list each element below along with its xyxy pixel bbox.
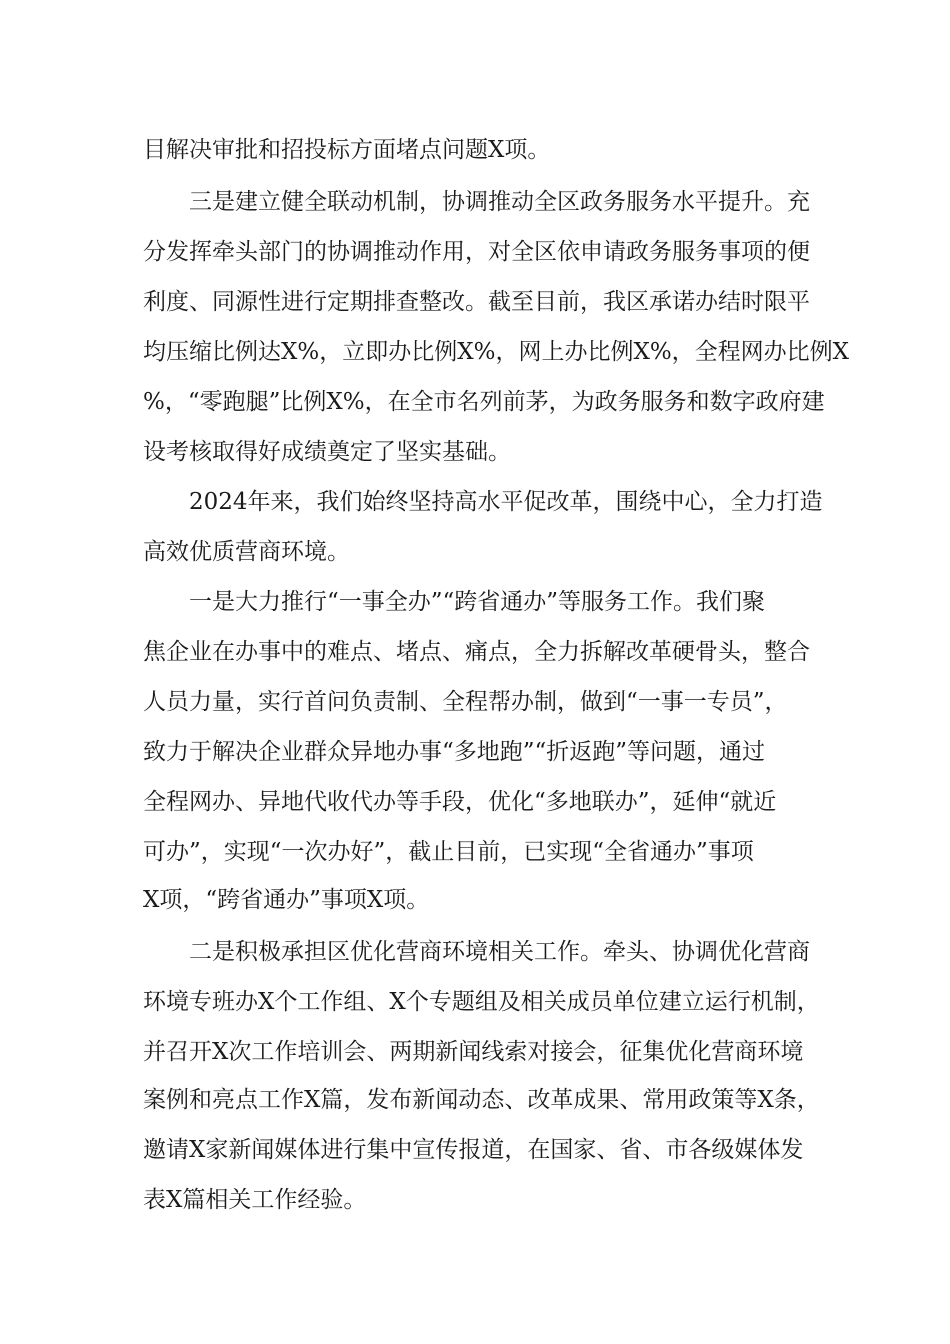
text-line: 并召开X次工作培训会、两期新闻线索对接会，征集优化营商环境 xyxy=(143,1039,804,1065)
text-line: 可办”，实现“一次办好”，截止目前，已实现“全省通办”事项 xyxy=(143,839,754,865)
text-line: 环境专班办X个工作组、X个专题组及相关成员单位建立运行机制， xyxy=(143,989,820,1015)
text-line: X项，“跨省通办”事项X项。 xyxy=(143,887,430,913)
text-line: 2024年来，我们始终坚持高水平促改革，围绕中心，全力打造 xyxy=(189,489,823,515)
text-line: 三是建立健全联动机制，协调推动全区政务服务水平提升。充 xyxy=(189,189,810,215)
text-line: 二是积极承担区优化营商环境相关工作。牵头、协调优化营商 xyxy=(189,939,810,965)
text-line: 一是大力推行“一事全办”“跨省通办”等服务工作。我们聚 xyxy=(189,589,766,615)
text-line: 目解决审批和招投标方面堵点问题X项。 xyxy=(143,137,551,163)
text-line: 焦企业在办事中的难点、堵点、痛点，全力拆解改革硬骨头，整合 xyxy=(143,639,810,665)
text-line: 表X篇相关工作经验。 xyxy=(143,1187,367,1213)
text-line: 高效优质营商环境。 xyxy=(143,539,350,565)
text-line: 利度、同源性进行定期排查整改。截至目前，我区承诺办结时限平 xyxy=(143,289,810,315)
text-line: 案例和亮点工作X篇，发布新闻动态、改革成果、常用政策等X条， xyxy=(143,1087,820,1113)
text-line: 分发挥牵头部门的协调推动作用，对全区依申请政务服务事项的便 xyxy=(143,239,810,265)
text-line: 设考核取得好成绩奠定了坚实基础。 xyxy=(143,439,511,465)
text-line: 全程网办、异地代收代办等手段，优化“多地联办”，延伸“就近 xyxy=(143,789,777,815)
text-line: 人员力量，实行首问负责制、全程帮办制，做到“一事一专员”， xyxy=(143,689,788,715)
text-line: 均压缩比例达X%，立即办比例X%，网上办比例X%，全程网办比例X xyxy=(143,339,850,365)
text-line: 致力于解决企业群众异地办事“多地跑”“折返跑”等问题，通过 xyxy=(143,739,766,765)
text-line: 邀请X家新闻媒体进行集中宣传报道，在国家、省、市各级媒体发 xyxy=(143,1137,804,1163)
text-line: %，“零跑腿”比例X%，在全市名列前茅，为政务服务和数字政府建 xyxy=(143,389,825,415)
